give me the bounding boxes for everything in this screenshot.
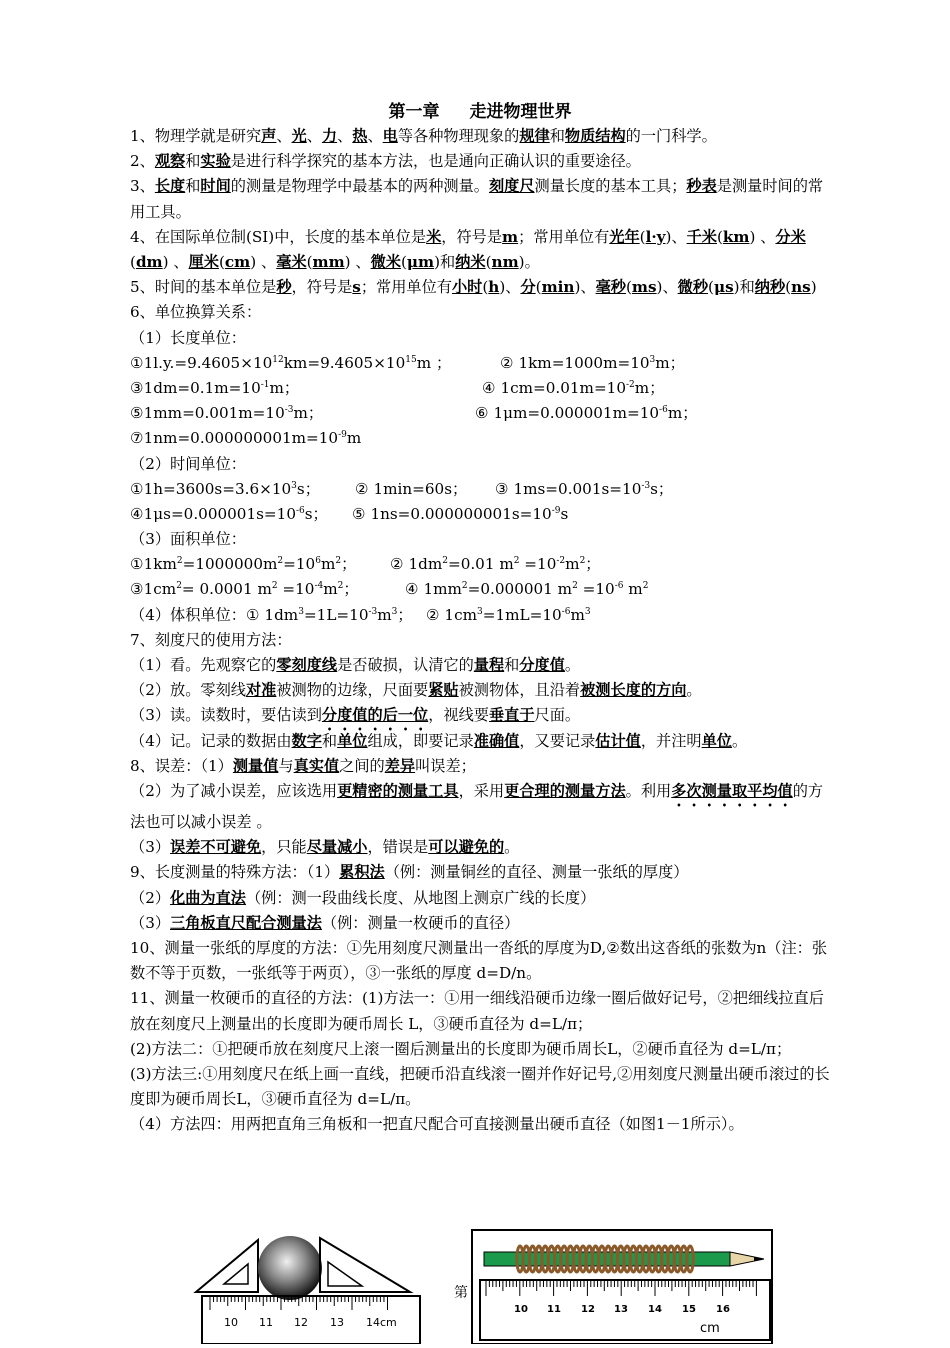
paragraph-11-method-2: (2)方法二：①把硬币放在刻度尺上滚一圈后测量出的长度即为硬币周长L，②硬币直径为 d=L/π； bbox=[130, 1039, 792, 1058]
volume-conv-row: （4）体积单位：① $1dm^3=1L=10^{-3}m^3$； ② $1cm^3=1mL=10^{-6}m^3$ bbox=[130, 605, 591, 624]
length-units-heading: （1）长度单位： bbox=[130, 328, 246, 347]
time-conv-row-1: $①1h=3600s=3.6\times 10^3s$； ② 1min=60s； ③ $1ms=0.001s=10^{-3}s$； bbox=[130, 479, 674, 498]
time-conv-row-2: $④1\mu s=0.000001s=10^{-6}s$； ⑤ $1ns=0.000000001s=10^{-9}s$ bbox=[130, 504, 569, 523]
error-unavoidable: （3）误差不可避免，只能尽量减小，错误是可以避免的。 bbox=[130, 838, 520, 857]
paragraph-6-heading: 6、单位换算关系： bbox=[130, 303, 262, 322]
paragraph-11-method-1: 11、测量一枚硬币的直径的方法：(1)方法一：①用一细线沿硬币边缘一圈后做好记号，②把细线拉直后放在刻度尺上测量出的长度即为硬币周长 L，③硬币直径为 d=L/π； bbox=[130, 989, 824, 1033]
coin bbox=[258, 1236, 322, 1300]
paragraph-5: 5、时间的基本单位是秒，符号是s；常用单位有小时(h)、分(min)、毫秒(ms)、微秒(μs)和纳秒(ns) bbox=[130, 278, 817, 297]
ruler1-tick-label: 13 bbox=[330, 1316, 344, 1329]
ruler2-unit: cm bbox=[700, 1321, 720, 1336]
paragraph-4: 4、在国际单位制(SI)中，长度的基本单位是米，符号是m；常用单位有光年(l·y)、千米(km) 、分米(dm) 、厘米(cm) 、毫米(mm) 、微米(μm)和纳米(nm)。 bbox=[130, 227, 806, 271]
ruler1-tick-label: 11 bbox=[259, 1316, 273, 1329]
area-conv-row-1: $①1km^2=1000000m^2=10^6m^2$； ② $1dm^2=0.01$ $m^2 =10^{-2}m^2$； bbox=[130, 555, 601, 574]
wire-coil bbox=[517, 1246, 694, 1272]
ruler2-tick-label: 12 bbox=[581, 1304, 595, 1315]
figures bbox=[0, 1228, 950, 1344]
ruler2-tick-label: 15 bbox=[682, 1304, 696, 1315]
ruler2-tick-label: 16 bbox=[716, 1304, 730, 1315]
ruler-step-look: （1）看。先观察它的零刻度线是否破损，认清它的量程和分度值。 bbox=[130, 656, 581, 675]
ruler-step-place: （2）放。零刻线对准被测物的边缘，尺面要紧贴被测物体，且沿着被测长度的方向。 bbox=[130, 681, 702, 700]
method-curve: （2）化曲为直法（例：测一段曲线长度、从地图上测京广线的长度） bbox=[130, 888, 596, 907]
length-conv-row-1: $①1l.y.=9.4605\times 10^{12}km=9.4605\times 10^{15}m$ ； ② $1km=1000m=10^3m$； bbox=[130, 353, 685, 372]
length-conv-row-2: $③1dm=0.1m=10^{-1}m$； ④ $1cm=0.01m=10^{-2}m$； bbox=[130, 378, 665, 397]
area-conv-row-2: $③1cm^2= 0.0001$ $m^2 =10^{-4}m^2$； ④ $1mm^2=0.000001$ $m^2 =10^{-6}$ $m^2$ bbox=[130, 580, 649, 599]
chapter-title: 第一章 走进物理世界 bbox=[388, 102, 572, 122]
ruler1-tick-label: 10 bbox=[224, 1316, 238, 1329]
ruler2-tick-label: 11 bbox=[547, 1304, 561, 1315]
document-body bbox=[130, 100, 830, 1138]
paragraph-10: 10、测量一张纸的厚度的方法：①先用刻度尺测量出一沓纸的厚度为D,②数出这沓纸的张数为n（注：张数不等于页数，一张纸等于两页），③一张纸的厚度 d=D/n。 bbox=[130, 938, 828, 983]
ruler2-tick-label: 13 bbox=[614, 1304, 628, 1315]
ruler-step-record: （4）记。记录的数据由数字和单位组成，即要记录准确值，又要记录估计值，并注明单位。 bbox=[130, 731, 748, 750]
paragraph-8: 8、误差：（1）测量值与真实值之间的差异叫误差； bbox=[130, 756, 476, 775]
length-conv-row-3: $⑤1mm=0.001m=10^{-3}m$； ⑥ $1\mu m=0.000001m=10^{-6}m$； bbox=[130, 404, 698, 423]
ruler2-tick-label: 14 bbox=[648, 1304, 662, 1315]
figure-coin-triangles bbox=[0, 1228, 950, 1344]
ruler-step-read: （3）读。读数时，要估读到分度值的后一位，视线要垂直于尺面。 bbox=[130, 706, 581, 725]
paragraph-9: 9、长度测量的特殊方法：（1）累积法（例：测量铜丝的直径、测量一张纸的厚度） bbox=[130, 863, 689, 882]
paragraph-7-heading: 7、刻度尺的使用方法： bbox=[130, 630, 292, 649]
method-triangle: （3）三角板直尺配合测量法（例：测量一枚硬币的直径） bbox=[130, 913, 520, 932]
length-conv-row-4: $⑦1nm=0.000000001m=10^{-9}m$ bbox=[130, 429, 362, 448]
time-units-heading: （2）时间单位： bbox=[130, 454, 246, 473]
paragraph-11-method-3: (3)方法三:①用刻度尺在纸上画一直线，把硬币沿直线滚一圈并作好记号,②用刻度尺测量出硬币滚过的长度即为硬币周长L，③硬币直径为 d=L/π。 bbox=[130, 1064, 830, 1109]
figure-caption: 第 bbox=[454, 1285, 468, 1301]
ruler1-tick-label: 14cm bbox=[366, 1316, 397, 1329]
paragraph-1: 1、物理学就是研究声、光、力、热、电等各种物理现象的规律和物质结构的一门科学。 bbox=[130, 127, 717, 145]
paragraph-2: 2、观察和实验是进行科学探究的基本方法，也是通向正确认识的重要途径。 bbox=[130, 152, 641, 171]
ruler1-tick-label: 12 bbox=[294, 1316, 308, 1329]
paragraph-3: 3、长度和时间的测量是物理学中最基本的两种测量。刻度尺测量长度的基本工具；秒表是测量时间的常用工具。 bbox=[130, 177, 824, 221]
error-reduce: （2）为了减小误差，应该选用更精密的测量工具，采用更合理的测量方法。利用多次测量取平均值的方法也可以减小误差 。 bbox=[130, 781, 824, 831]
ruler2-tick-label: 10 bbox=[514, 1304, 528, 1315]
area-units-heading: （3）面积单位： bbox=[130, 530, 246, 549]
paragraph-11-method-4: （4）方法四：用两把直角三角板和一把直尺配合可直接测量出硬币直径（如图1－1所示）。 bbox=[130, 1115, 744, 1134]
